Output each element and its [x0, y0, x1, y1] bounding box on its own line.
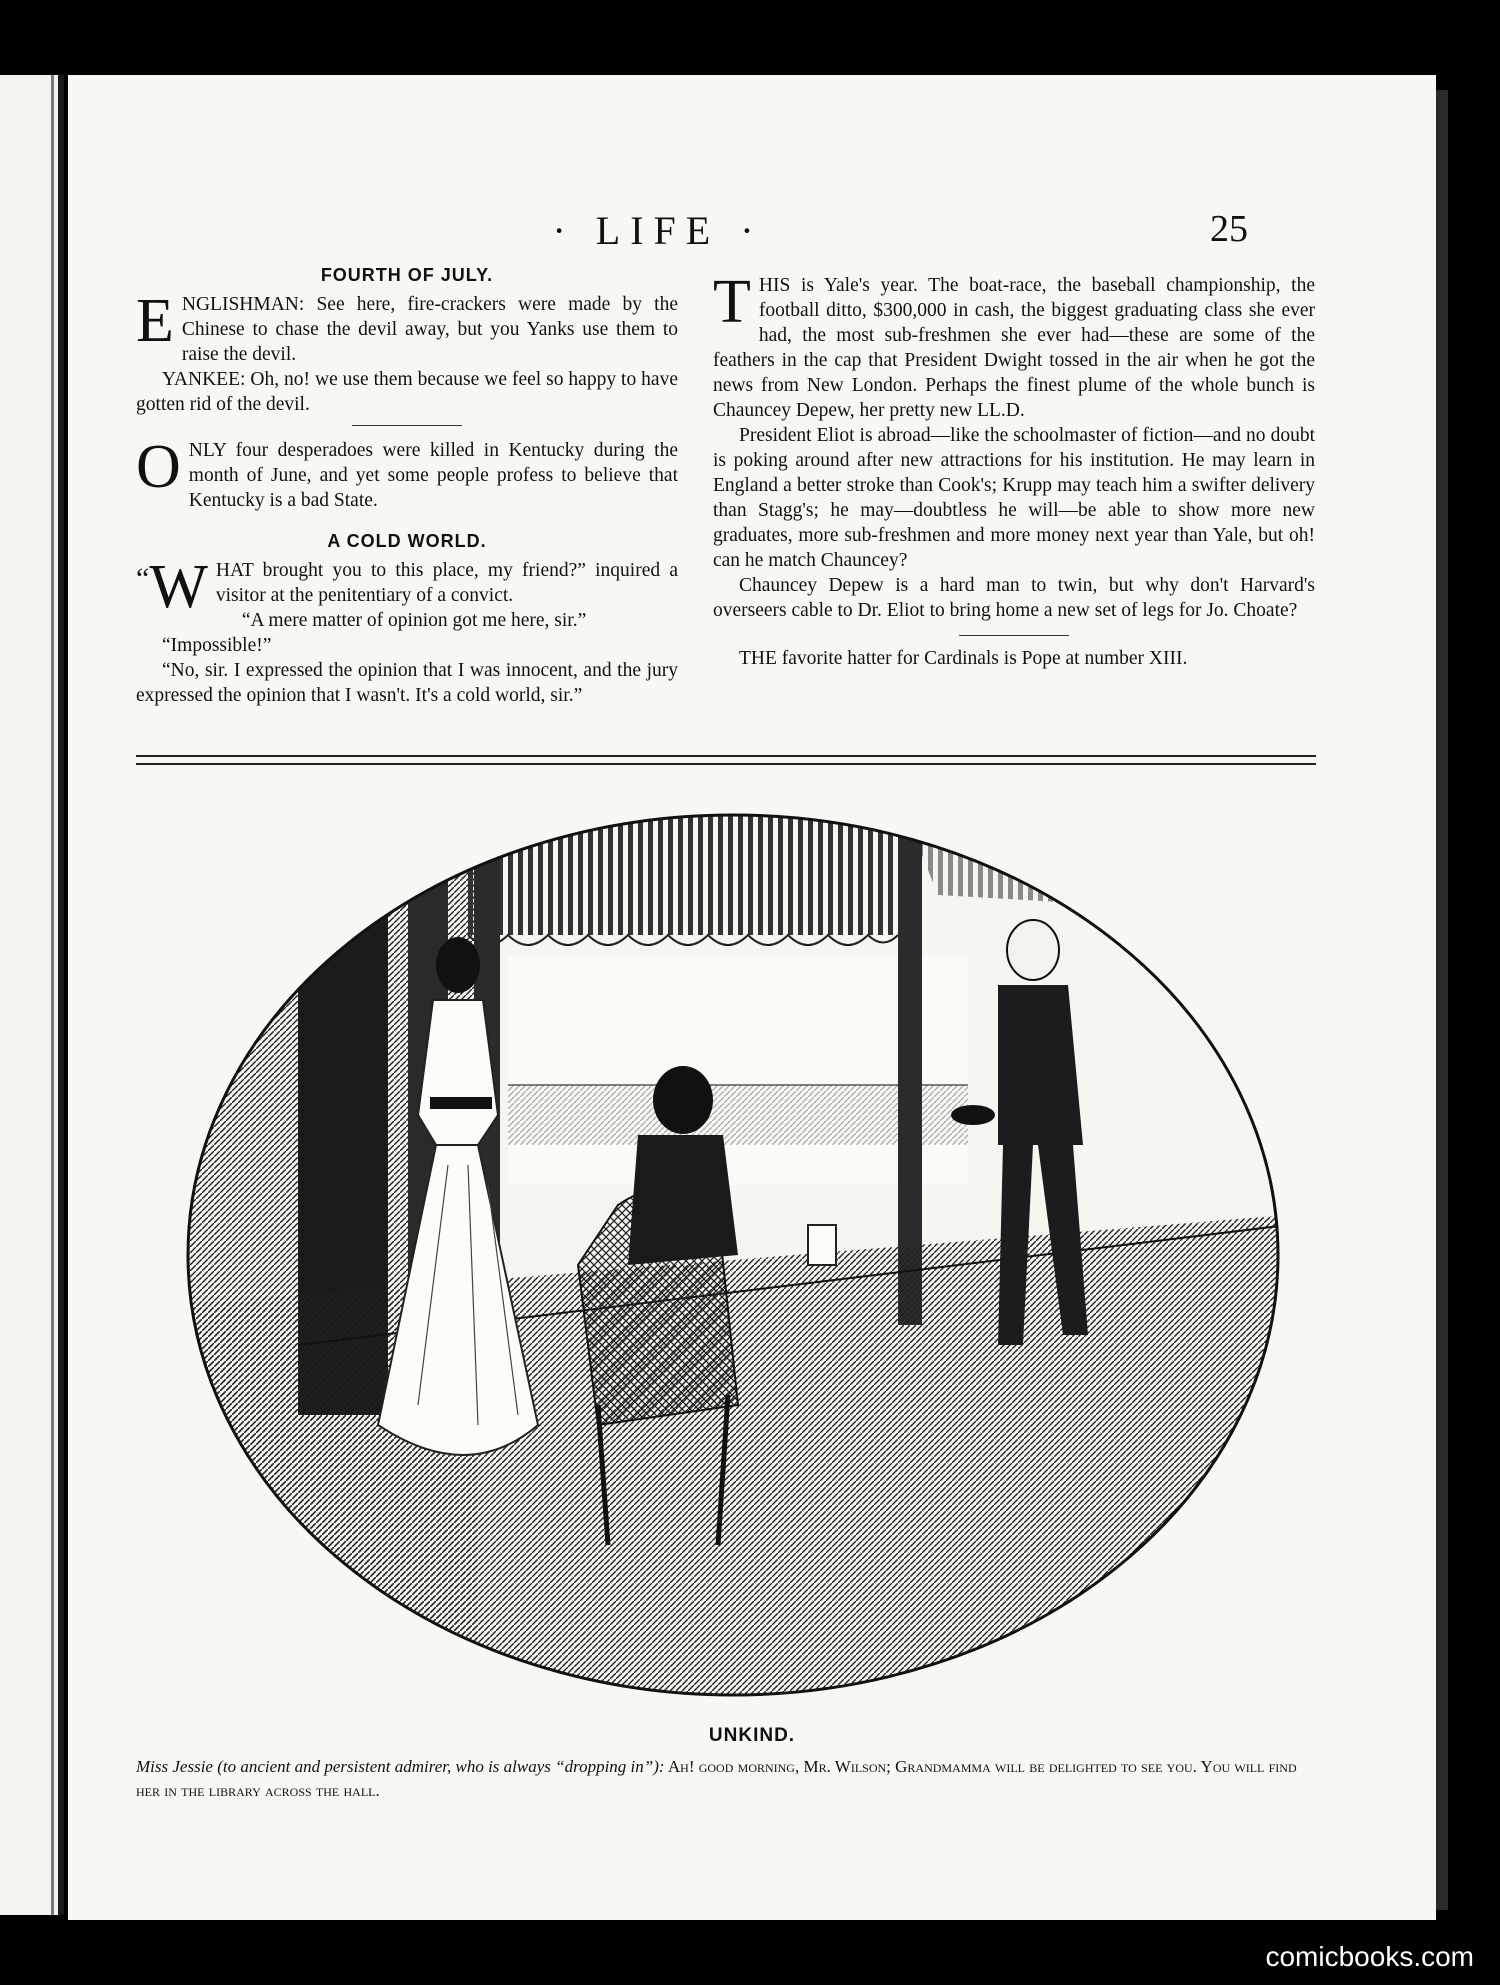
- paragraph: YANKEE: Oh, no! we use them because we feel so happy to have gotten rid of the devil.: [136, 369, 678, 415]
- drop-cap: O: [136, 433, 181, 501]
- caption-speaker: Miss Jessie (to ancient and persistent admirer, who is always “dropping in”):: [136, 1757, 665, 1776]
- paragraph: [136, 433, 678, 513]
- drop-cap: E: [136, 287, 174, 355]
- paragraph: President Eliot is abroad—like the schoolmaster of fiction—and no doubt is poking around after new attractions for his institution. He may learn in England a better stroke than Cook's; Krupp may teach him a swifter delivery than Stagg's; he may—doubtless he will—be able to show more new graduates, more sub-freshmen and more money next year than Yale, but oh! can he match Chauncey?: [713, 425, 1315, 571]
- magazine-page: [68, 75, 1436, 1920]
- heading-a-cold-world: A COLD WORLD.: [327, 531, 487, 551]
- divider: [959, 635, 1069, 636]
- paragraph: “No, sir. I expressed the opinion that I was innocent, and the jury expressed the opinion that I wasn't. It's a cold world, sir.”: [136, 660, 678, 706]
- unkind-illustration: [178, 785, 1288, 1705]
- caption-text: Ah! good morning, Mr. Wilson; Grandmamma will be delighted to see you. You will find her in the library across the hall.: [136, 1757, 1297, 1800]
- open-quote: “: [136, 562, 150, 595]
- paragraph: [136, 287, 678, 367]
- drop-cap: W: [149, 553, 208, 621]
- adjacent-page-edge: [0, 75, 64, 1915]
- paragraph-text: HAT brought you to this place, my friend?” inquired a visitor at the penitentiary of a convict.: [215, 560, 678, 606]
- masthead: [68, 207, 1436, 267]
- divider: [352, 425, 462, 426]
- paragraph-text: NGLISHMAN: See here, fire-crackers were made by the Chinese to chase the devil away, but you Yanks use them to raise the devil.: [181, 294, 678, 365]
- double-rule: [136, 755, 1316, 765]
- heading-fourth-of-july: FOURTH OF JULY.: [320, 265, 494, 285]
- paragraph: “A mere matter of opinion got me here, sir.”: [241, 610, 587, 631]
- paragraph-text: NLY four desperadoes were killed in Kentucky during the month of June, and yet some people profess to believe that Kentucky is a bad State.: [188, 440, 678, 511]
- paragraph: THE favorite hatter for Cardinals is Pope at number XIII.: [739, 648, 1188, 669]
- drop-cap: T: [713, 268, 751, 336]
- paragraph: “Impossible!”: [162, 635, 272, 656]
- paragraph-text: HIS is Yale's year. The boat-race, the baseball championship, the football ditto, $300,000 in cash, the biggest graduating class she ever had, the most sub-freshmen she ever had—these are some of the feathers in the cap that President Dwight tossed in the air when he got the news from New London. Perhaps the finest plume of the whole bunch is Chauncey Depew, her pretty new LL.D.: [713, 275, 1315, 421]
- illustration-caption: [136, 1755, 1316, 1803]
- watermark: comicbooks.com: [1265, 1941, 1474, 1972]
- left-column: [136, 263, 678, 708]
- page-shadow-edge: [1436, 90, 1448, 1910]
- paragraph: Chauncey Depew is a hard man to twin, but why don't Harvard's overseers cable to Dr. Eliot to bring home a new set of legs for Jo. Choate?: [713, 575, 1315, 621]
- page-number: 25: [1210, 208, 1248, 250]
- illustration-caption-title: UNKIND.: [708, 1725, 796, 1746]
- paragraph: [713, 268, 1315, 423]
- right-column: [713, 268, 1315, 671]
- masthead-title: · LIFE ·: [552, 208, 764, 253]
